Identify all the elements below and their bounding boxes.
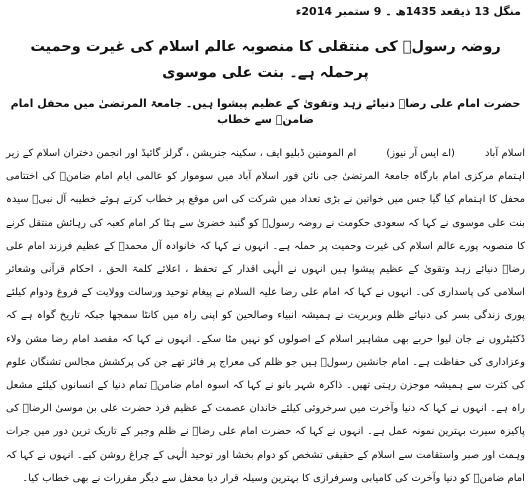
date-line: منگل 13 ذیقعد 1435ھ ۔ 9 ستمبر 2014ء (295, 5, 521, 18)
headline: روضہ رسولؐ کی منتقلی کا منصوبہ عالم اسلام کی غیرت وحمیت پرحملہ ہے۔ بنت علی موسوی (30, 39, 501, 81)
article-text: ام المومنین ڈبلیو ایف ، سکینہ جنریشن ، گرلز گائیڈ اور انجمن دختران اسلام کے زیر اہتمام مرکزی امام بارگاہ جامعۃ المرتضیٰ جی نائن فور اسلام آباد میں سوموار کو عالمی ایام امام ضامنؑ کی اختتامی محفل کا اہتمام کیا گیا جس میں خواتین نے بڑی تعداد میں شرکت کی اس موقع پر خطاب کرتے ہوئے خطیبہ آل نبیؐ سیدہ بنت علی موسوی نے کہا کہ سعودی حکومت نے روضہ رسولؐ کو گنبد خضریٰ سے ہٹا کر امام کعبہ کی رہائش منتقل کرنے کا منصوبہ پورے عالم اسلام کی غیرت وحمیت پر حملہ ہے۔ انہوں نے کہا کہ خانوادہ آل محمدؐ کے عظیم فرزند امام علی رضاؑ دنیائے زہد وتقویٰ کے عظیم پیشوا ہیں انہوں نے الٰہی اقدار کے تحفظ ، اعلائے کلمۃ الحق ، احکام قرآنی وشعائر اسلامی کی پاسداری کی۔ انہوں نے کہا کہ امام علی رضا علیہ السلام نے پیغام توحید ورسالت وولایت کے فروغ ودوام کیلئے پوری زندگی بسر کی دنیائے ظلم وبربریت نے ہمیشہ انبیاء وصالحین کو اپنی راہ میں کانٹا سمجھا جبکہ تاریخ گواہ ہے کہ ڈکٹیٹروں نے جان لیوا حربے بھی مشاہیر اسلام کے اصولوں کو نہیں مٹا سکے۔ انہوں نے کہا کہ مقصد امام رضا مشن ولاء وعزاداری کی حفاظت ہے۔ امام جانشین رسولؐ ہیں جو ظلم کی معراج پر فائز تھے جن کی پرکشش مجالس تشنگان علوم کی کثرت سے ہمیشہ موجزن رہتی تھیں۔ ذاکرہ شہر بانو نے کہا کہ اسوہ امام ضامنؑ تمام دنیا کے انسانوں کیلئے مشعل راہ ہے۔ انہوں نے کہا کہ دنیا وآخرت میں سرخروئی کیلئے خاندان عصمت کے عظیم فرد حضرت علی بن موسیٰ الرضاؑ کی پاکیزہ سیرت بہترین نمونہ عمل ہے۔ انہوں نے کہا کہ حضرت امام علی رضاؑ نے ظلم وجبر کے تاریک ترین دور میں جرات وہمت اور صبر واستقامت سے اسلام کے حقیقی تشخص کو دوام بخشا اور توحید الٰہی کے چراغ روشن کیے۔ انہوں نے کہا کہ امام ضامنؑ کو دنیا وآخرت کی کامیابی وسرفرازی کا بہترین وسیلہ قرار دیا محفل سے دیگر مقررات نے بھی خطاب کیا۔ (6, 148, 525, 484)
subheadline: حضرت امام علی رضاؑ دنیائے زہد وتقویٰ کے عظیم پیشوا ہیں۔ جامعۃ المرتضیٰ میں محفل امام ضامنؑ سے خطاب (10, 97, 521, 126)
dateline-agency: (اے ایس آر نیوز) (386, 148, 455, 159)
article-body (6, 142, 525, 490)
dateline-place: اسلام آباد (484, 148, 525, 159)
